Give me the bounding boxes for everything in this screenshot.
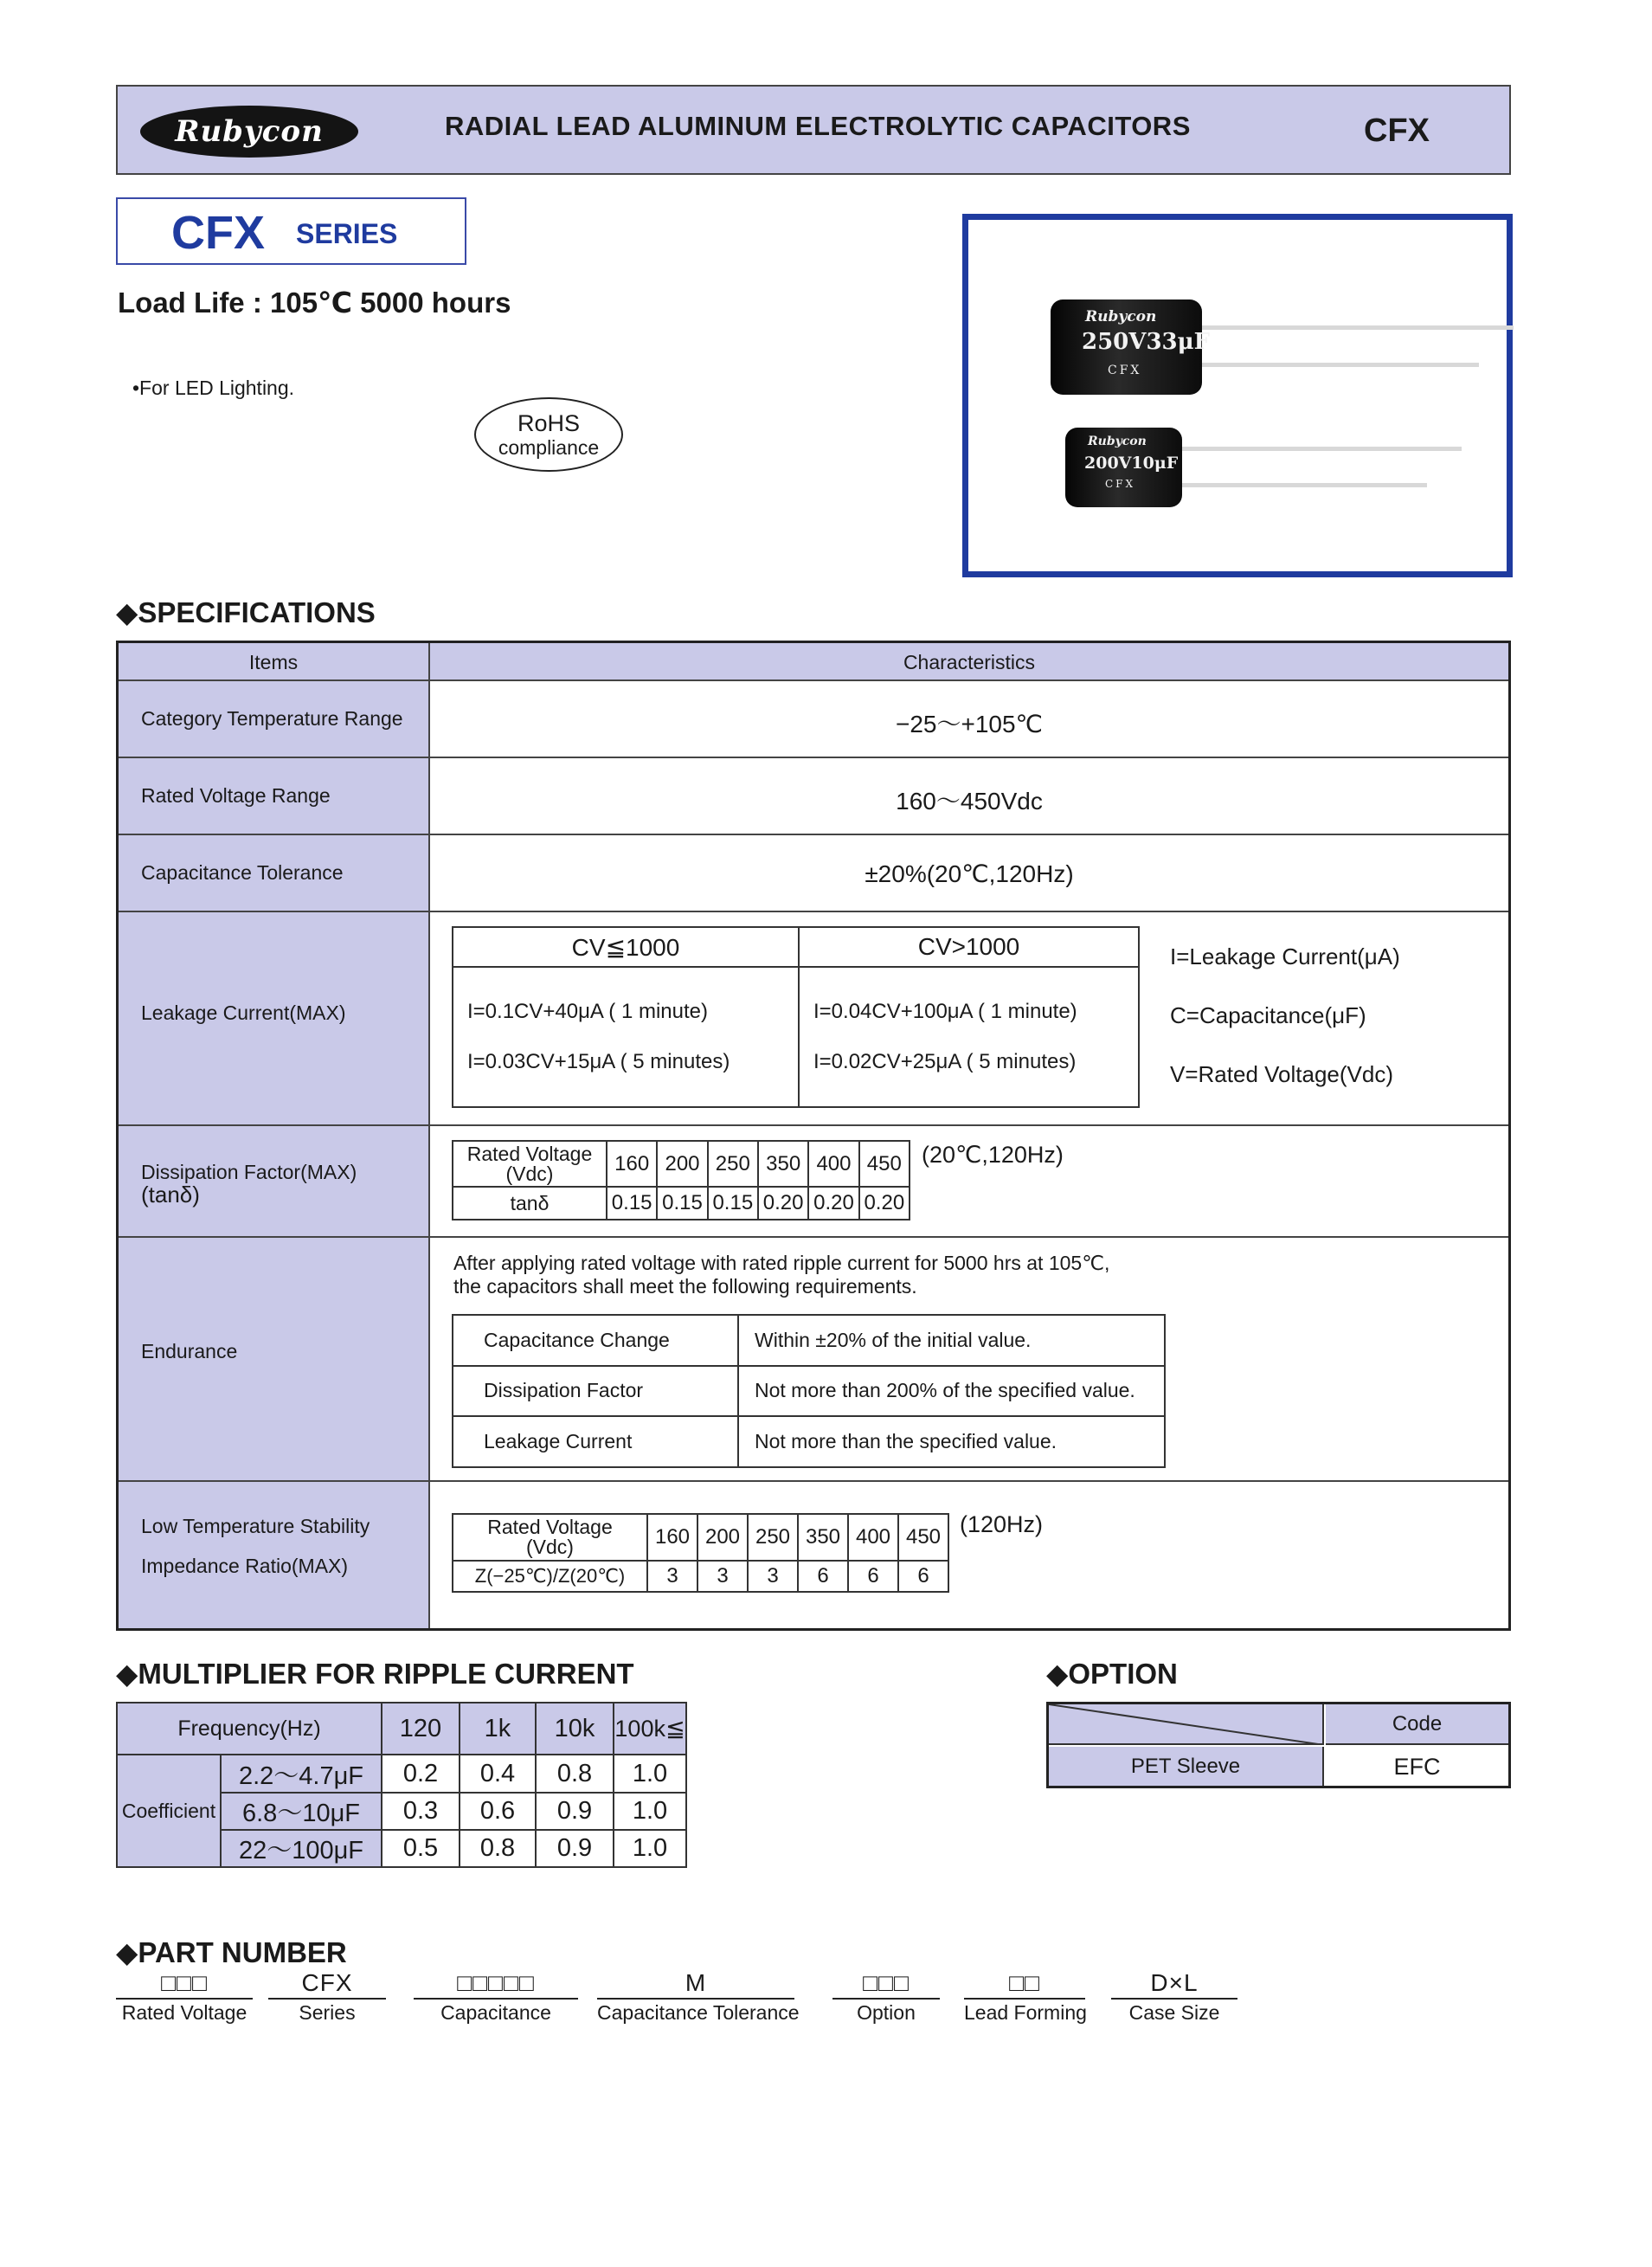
- rv-line1: Rated Voltage: [487, 1516, 613, 1538]
- pn-field: [1111, 1970, 1237, 2025]
- pn-label: Series: [299, 2001, 356, 2024]
- legend-c: C=Capacitance(μF): [1170, 1002, 1366, 1028]
- tan-cell: 0.20: [758, 1187, 808, 1220]
- cap-series: CFX: [1108, 364, 1142, 377]
- z-cell: 6: [898, 1561, 948, 1592]
- coef-cell: 0.4: [460, 1755, 536, 1793]
- cap-range: 6.8〜10μF: [221, 1793, 382, 1830]
- leakage-b1: I=0.04CV+100μA ( 1 minute): [813, 1000, 1077, 1023]
- voltage-value-cell: [430, 758, 1508, 835]
- lowtemp-rv-header: [453, 1514, 647, 1561]
- tan-cell: 0.15: [607, 1187, 657, 1220]
- dissipation-value-cell: [430, 1126, 1508, 1238]
- voltage-value: 160〜450Vdc: [896, 788, 1043, 815]
- tan-cell: 0.15: [657, 1187, 707, 1220]
- pn-field: [414, 1970, 578, 2025]
- leakage-formula-table: [452, 926, 1140, 1108]
- voltage-cell: 350: [758, 1141, 808, 1187]
- z-cell: 3: [697, 1561, 748, 1592]
- leakage-a2: I=0.03CV+15μA ( 5 minutes): [467, 1050, 730, 1073]
- spec-column-divider: [428, 643, 430, 1628]
- leakage-a1: I=0.1CV+40μA ( 1 minute): [467, 1000, 708, 1023]
- ripple-heading: ◆MULTIPLIER FOR RIPPLE CURRENT: [116, 1658, 634, 1690]
- endurance-value: Within ±20% of the initial value.: [738, 1315, 1165, 1366]
- coef-cell: 1.0: [614, 1830, 686, 1867]
- series-box: [116, 197, 466, 265]
- temp-label-cell: [119, 681, 428, 758]
- cap-brand: Rubycon: [1088, 435, 1147, 448]
- series-code: CFX: [1364, 113, 1430, 149]
- product-photo: [962, 214, 1513, 577]
- coef-cell: 1.0: [614, 1793, 686, 1830]
- pn-field: [832, 1970, 940, 2025]
- dissipation-sublabel: (tanδ): [141, 1182, 200, 1208]
- voltage-cell: 160: [647, 1514, 697, 1561]
- z-cell: 6: [798, 1561, 848, 1592]
- tan-label: tanδ: [453, 1187, 607, 1220]
- z-cell: 3: [748, 1561, 798, 1592]
- pn-label: Lead Forming: [964, 2001, 1087, 2024]
- freq-cell: 120: [382, 1703, 460, 1755]
- rv-line2: (Vdc): [505, 1162, 554, 1185]
- lowtemp-label1: Low Temperature Stability: [141, 1515, 370, 1537]
- tolerance-value-cell: [430, 835, 1508, 912]
- voltage-cell: 200: [697, 1514, 748, 1561]
- endurance-text2: the capacitors shall meet the following requirements.: [453, 1275, 917, 1298]
- lowtemp-label2: Impedance Ratio(MAX): [141, 1555, 349, 1577]
- option-corner-cell: [1049, 1704, 1324, 1745]
- tolerance-label: Capacitance Tolerance: [141, 861, 344, 884]
- option-item: PET Sleeve: [1049, 1747, 1324, 1786]
- pn-code: M: [597, 1970, 794, 2000]
- items-header: Items: [248, 651, 299, 673]
- voltage-cell: 250: [708, 1141, 758, 1187]
- tolerance-value: ±20%(20℃,120Hz): [865, 860, 1074, 887]
- load-life: Load Life : 105℃ 5000 hours: [118, 287, 511, 319]
- capacitor-lead: [1193, 325, 1514, 330]
- leakage-formulas-a: [453, 967, 799, 1107]
- voltage-cell: 400: [848, 1514, 898, 1561]
- dissipation-rv-header: [453, 1141, 607, 1187]
- dissipation-label: Dissipation Factor(MAX): [141, 1161, 357, 1183]
- pn-code: D×L: [1111, 1970, 1237, 2000]
- z-label: Z(−25℃)/Z(20℃): [453, 1561, 647, 1592]
- voltage-cell: 200: [657, 1141, 707, 1187]
- pn-code: □□□: [832, 1970, 940, 2000]
- tan-cell: 0.20: [808, 1187, 858, 1220]
- characteristics-header: Characteristics: [903, 651, 1036, 673]
- coef-cell: 0.8: [460, 1830, 536, 1867]
- capacitor-large: [1051, 299, 1211, 395]
- endurance-value-cell: [430, 1238, 1508, 1482]
- lowtemp-table: [452, 1513, 949, 1593]
- endurance-label: Endurance: [141, 1340, 238, 1362]
- pn-code: CFX: [268, 1970, 386, 2000]
- pn-label: Option: [857, 2001, 916, 2024]
- rohs-line1: RoHS: [517, 410, 581, 436]
- endurance-item: Leakage Current: [453, 1416, 738, 1467]
- rv-line2: (Vdc): [526, 1536, 574, 1558]
- lowtemp-condition: (120Hz): [960, 1511, 1044, 1537]
- pn-field: [597, 1969, 800, 2025]
- header-bar: [116, 85, 1511, 175]
- coef-cell: 1.0: [614, 1755, 686, 1793]
- voltage-label: Rated Voltage Range: [141, 784, 331, 807]
- frequency-header: Frequency(Hz): [117, 1703, 382, 1755]
- tan-cell: 0.15: [708, 1187, 758, 1220]
- voltage-label-cell: [119, 758, 428, 835]
- dissipation-label-cell: [119, 1126, 428, 1238]
- voltage-cell: 160: [607, 1141, 657, 1187]
- rohs-line2: compliance: [498, 436, 600, 459]
- cap-range: 22〜100μF: [221, 1830, 382, 1867]
- legend-i: I=Leakage Current(μA): [1170, 944, 1400, 969]
- pn-label: Capacitance: [440, 2001, 551, 2024]
- dissipation-condition: (20℃,120Hz): [922, 1142, 1064, 1168]
- pn-label: Rated Voltage: [121, 2001, 247, 2024]
- endurance-value: Not more than 200% of the specified value.: [738, 1366, 1165, 1417]
- voltage-cell: 250: [748, 1514, 798, 1561]
- pn-field: [116, 1970, 253, 2025]
- specifications-table: [116, 641, 1511, 1631]
- temp-label: Category Temperature Range: [141, 707, 403, 730]
- coef-cell: 0.9: [536, 1830, 614, 1867]
- specifications-heading: ◆SPECIFICATIONS: [116, 596, 376, 628]
- pn-label: Capacitance Tolerance: [597, 2001, 800, 2024]
- voltage-cell: 450: [859, 1141, 910, 1187]
- coef-cell: 0.5: [382, 1830, 460, 1867]
- temp-value: −25〜+105℃: [895, 711, 1043, 737]
- lowtemp-label-cell: [119, 1482, 428, 1628]
- feature-bullet: •For LED Lighting.: [132, 377, 295, 399]
- pn-code: □□□□□: [414, 1970, 578, 2000]
- leakage-b2: I=0.02CV+25μA ( 5 minutes): [813, 1050, 1077, 1073]
- part-number-heading: ◆PART NUMBER: [116, 1936, 347, 1968]
- voltage-cell: 350: [798, 1514, 848, 1561]
- capacitor-small: [1065, 428, 1182, 507]
- capacitor-lead: [1167, 447, 1462, 451]
- endurance-item: Dissipation Factor: [453, 1366, 738, 1417]
- coef-cell: 0.2: [382, 1755, 460, 1793]
- legend-v: V=Rated Voltage(Vdc): [1170, 1061, 1393, 1087]
- pn-field: [268, 1970, 386, 2025]
- tan-cell: 0.20: [859, 1187, 910, 1220]
- diagonal-line: [1049, 1704, 1324, 1745]
- document-title: RADIAL LEAD ALUMINUM ELECTROLYTIC CAPACITORS: [445, 111, 1191, 141]
- cap-range: 2.2〜4.7μF: [221, 1755, 382, 1793]
- endurance-item: Capacitance Change: [453, 1315, 738, 1366]
- leakage-head-b: CV>1000: [799, 927, 1139, 967]
- z-cell: 6: [848, 1561, 898, 1592]
- dissipation-table: [452, 1140, 910, 1220]
- cap-series: CFX: [1105, 478, 1136, 490]
- option-code: EFC: [1393, 1754, 1441, 1780]
- option-heading: ◆OPTION: [1046, 1658, 1178, 1690]
- z-cell: 3: [647, 1561, 697, 1592]
- rohs-badge: [474, 397, 623, 472]
- coefficient-label: Coefficient: [117, 1755, 221, 1867]
- pn-code: □□: [964, 1970, 1085, 2000]
- coef-cell: 0.6: [460, 1793, 536, 1830]
- option-table: [1046, 1702, 1511, 1788]
- code-header: Code: [1326, 1704, 1508, 1745]
- pn-code: □□□: [116, 1970, 253, 2000]
- series-word: SERIES: [296, 218, 398, 249]
- cap-marking: 200V10μF: [1084, 454, 1179, 473]
- leakage-label-cell: [119, 912, 428, 1126]
- characteristics-header-cell: [430, 643, 1508, 681]
- freq-cell: 1k: [460, 1703, 536, 1755]
- coef-cell: 0.8: [536, 1755, 614, 1793]
- rv-line1: Rated Voltage: [466, 1142, 593, 1165]
- pn-field: [964, 1970, 1085, 2025]
- temp-value-cell: [430, 681, 1508, 758]
- capacitor-lead: [1193, 363, 1479, 367]
- lowtemp-value-cell: [430, 1482, 1508, 1628]
- freq-cell: 10k: [536, 1703, 614, 1755]
- leakage-head-a: CV≦1000: [453, 927, 799, 967]
- coef-cell: 0.3: [382, 1793, 460, 1830]
- rubycon-logo: Rubycon: [140, 106, 358, 158]
- series-name: CFX: [171, 207, 265, 259]
- leakage-label: Leakage Current(MAX): [141, 1001, 346, 1024]
- endurance-table: [452, 1314, 1166, 1468]
- endurance-text1: After applying rated voltage with rated ripple current for 5000 hrs at 105℃,: [453, 1252, 1110, 1274]
- freq-cell: 100k≦: [614, 1703, 686, 1755]
- tolerance-label-cell: [119, 835, 428, 912]
- coef-cell: 0.9: [536, 1793, 614, 1830]
- leakage-value-cell: [430, 912, 1508, 1126]
- endurance-value: Not more than the specified value.: [738, 1416, 1165, 1467]
- cap-brand: Rubycon: [1085, 308, 1157, 325]
- cap-marking: 250V33μF: [1082, 329, 1211, 355]
- voltage-cell: 400: [808, 1141, 858, 1187]
- pn-label: Case Size: [1128, 2001, 1220, 2024]
- endurance-label-cell: [119, 1238, 428, 1482]
- leakage-formulas-b: [799, 967, 1139, 1107]
- voltage-cell: 450: [898, 1514, 948, 1561]
- items-header-cell: [119, 643, 428, 681]
- capacitor-lead: [1167, 483, 1427, 487]
- ripple-table: [116, 1702, 687, 1868]
